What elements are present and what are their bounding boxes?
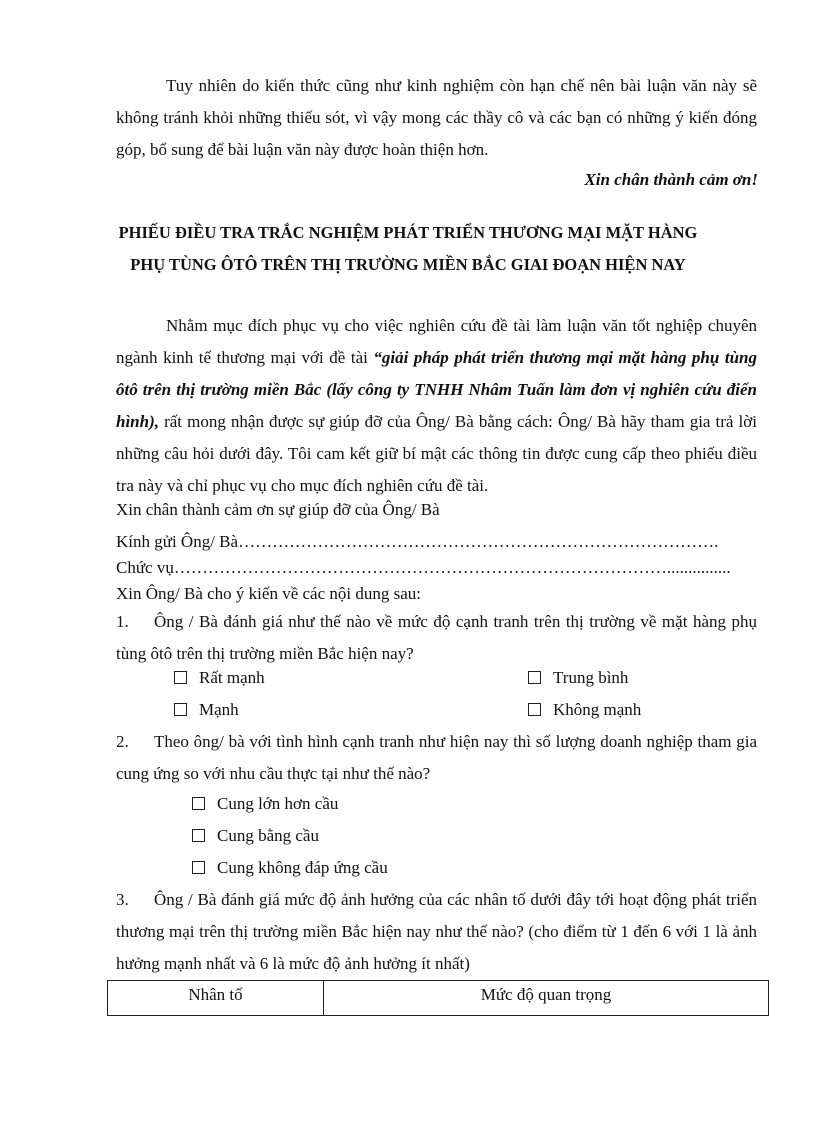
title-line-1: PHIẾU ĐIỀU TRA TRẮC NGHIỆM PHÁT TRIỂN THƯƠNG MẠI MẶT HÀNG bbox=[118, 223, 698, 242]
q1-option-manh[interactable] bbox=[174, 700, 239, 720]
q2-option-label: Cung lớn hơn cầu bbox=[217, 794, 339, 813]
q2-option-cung-bang-cau[interactable] bbox=[192, 826, 319, 846]
question-2 bbox=[116, 726, 757, 790]
ask-opinion-line: Xin Ông/ Bà cho ý kiến về các nội dung sau: bbox=[116, 584, 421, 603]
thanks-help-line: Xin chân thành cảm ơn sự giúp đỡ của Ông/ Bà bbox=[116, 500, 440, 519]
checkbox-icon[interactable] bbox=[174, 671, 187, 684]
question-1-number: 1. bbox=[116, 612, 129, 631]
checkbox-icon[interactable] bbox=[528, 703, 541, 716]
question-3 bbox=[116, 884, 757, 980]
checkbox-icon[interactable] bbox=[174, 703, 187, 716]
checkbox-icon[interactable] bbox=[192, 829, 205, 842]
checkbox-icon[interactable] bbox=[528, 671, 541, 684]
purpose-part-1: Nhằm mục đích phục vụ cho việc nghiên cứu đề tài làm luận văn tốt nghiệp chuyên ngành kinh tế thương mại với đề tài bbox=[116, 316, 757, 367]
q1-option-label: Trung bình bbox=[553, 668, 629, 687]
checkbox-icon[interactable] bbox=[192, 797, 205, 810]
intro-paragraph: Tuy nhiên do kiến thức cũng như kinh nghiệm còn hạn chế nên bài luận văn này sẽ không tránh khỏi những thiếu sót, vì vậy mong các thầy cô và các bạn có những ý kiến đóng góp, bổ sung để bài luận văn này được hoàn thiện hơn. bbox=[116, 76, 757, 159]
q1-option-trung-binh[interactable] bbox=[528, 668, 628, 688]
dear-line: Kính gửi Ông/ Bà…………………………………………………………………………. bbox=[116, 532, 719, 551]
q2-option-cung-khong-dap-ung[interactable] bbox=[192, 858, 388, 878]
purpose-topic: “giải pháp phát triển thương mại mặt hàng phụ tùng ôtô trên thị trường miền Bắc (lấy công ty TNHH Nhâm Tuấn làm đơn vị nghiên cứu điển hình), bbox=[116, 348, 757, 431]
q2-option-cung-lon-hon-cau[interactable] bbox=[192, 794, 338, 814]
question-1 bbox=[116, 606, 757, 670]
q1-option-khong-manh[interactable] bbox=[528, 700, 641, 720]
survey-title bbox=[60, 217, 756, 281]
col-header-importance: Mức độ quan trọng bbox=[324, 981, 769, 1016]
q1-option-rat-manh[interactable] bbox=[174, 668, 265, 688]
question-3-number: 3. bbox=[116, 890, 129, 909]
purpose-part-2: rất mong nhận được sự giúp đỡ của Ông/ Bà bằng cách: Ông/ Bà hãy tham gia trả lời những câu hỏi dưới đây. Tôi cam kết giữ bí mật các thông tin được cung cấp theo phiếu điều tra này và chỉ phục vụ cho mục đích nghiên cứu đề tài. bbox=[116, 412, 757, 495]
purpose-paragraph bbox=[116, 310, 757, 502]
table-header-row bbox=[108, 981, 769, 1016]
question-3-text: Ông / Bà đánh giá mức độ ảnh hưởng của các nhân tố dưới đây tới hoạt động phát triển thương mại trên thị trường miền Bắc hiện nay như thế nào? (cho điểm từ 1 đến 6 với 1 là ảnh hưởng mạnh nhất và 6 là mức độ ảnh hưởng ít nhất) bbox=[116, 890, 757, 973]
question-2-text: Theo ông/ bà với tình hình cạnh tranh như hiện nay thì số lượng doanh nghiệp tham gia cung ứng so với nhu cầu thực tại như thế nào? bbox=[116, 732, 757, 783]
question-2-number: 2. bbox=[116, 732, 129, 751]
position-line: Chức vụ……………………………………………………………………………............... bbox=[116, 558, 731, 577]
thanks-line: Xin chân thành cảm ơn! bbox=[584, 170, 758, 189]
col-header-factor: Nhân tố bbox=[108, 981, 324, 1016]
q2-option-label: Cung không đáp ứng cầu bbox=[217, 858, 388, 877]
checkbox-icon[interactable] bbox=[192, 861, 205, 874]
q2-option-label: Cung bằng cầu bbox=[217, 826, 319, 845]
question-1-text: Ông / Bà đánh giá như thế nào về mức độ cạnh tranh trên thị trường về mặt hàng phụ tùng ôtô trên thị trường miền Bắc hiện nay? bbox=[116, 612, 757, 663]
q1-option-label: Không mạnh bbox=[553, 700, 642, 719]
title-line-2: PHỤ TÙNG ÔTÔ TRÊN THỊ TRƯỜNG MIỀN BẮC GIAI ĐOẠN HIỆN NAY bbox=[130, 255, 686, 274]
q1-option-label: Rất mạnh bbox=[199, 668, 265, 687]
q1-option-label: Mạnh bbox=[199, 700, 239, 719]
factors-table bbox=[107, 980, 769, 1016]
